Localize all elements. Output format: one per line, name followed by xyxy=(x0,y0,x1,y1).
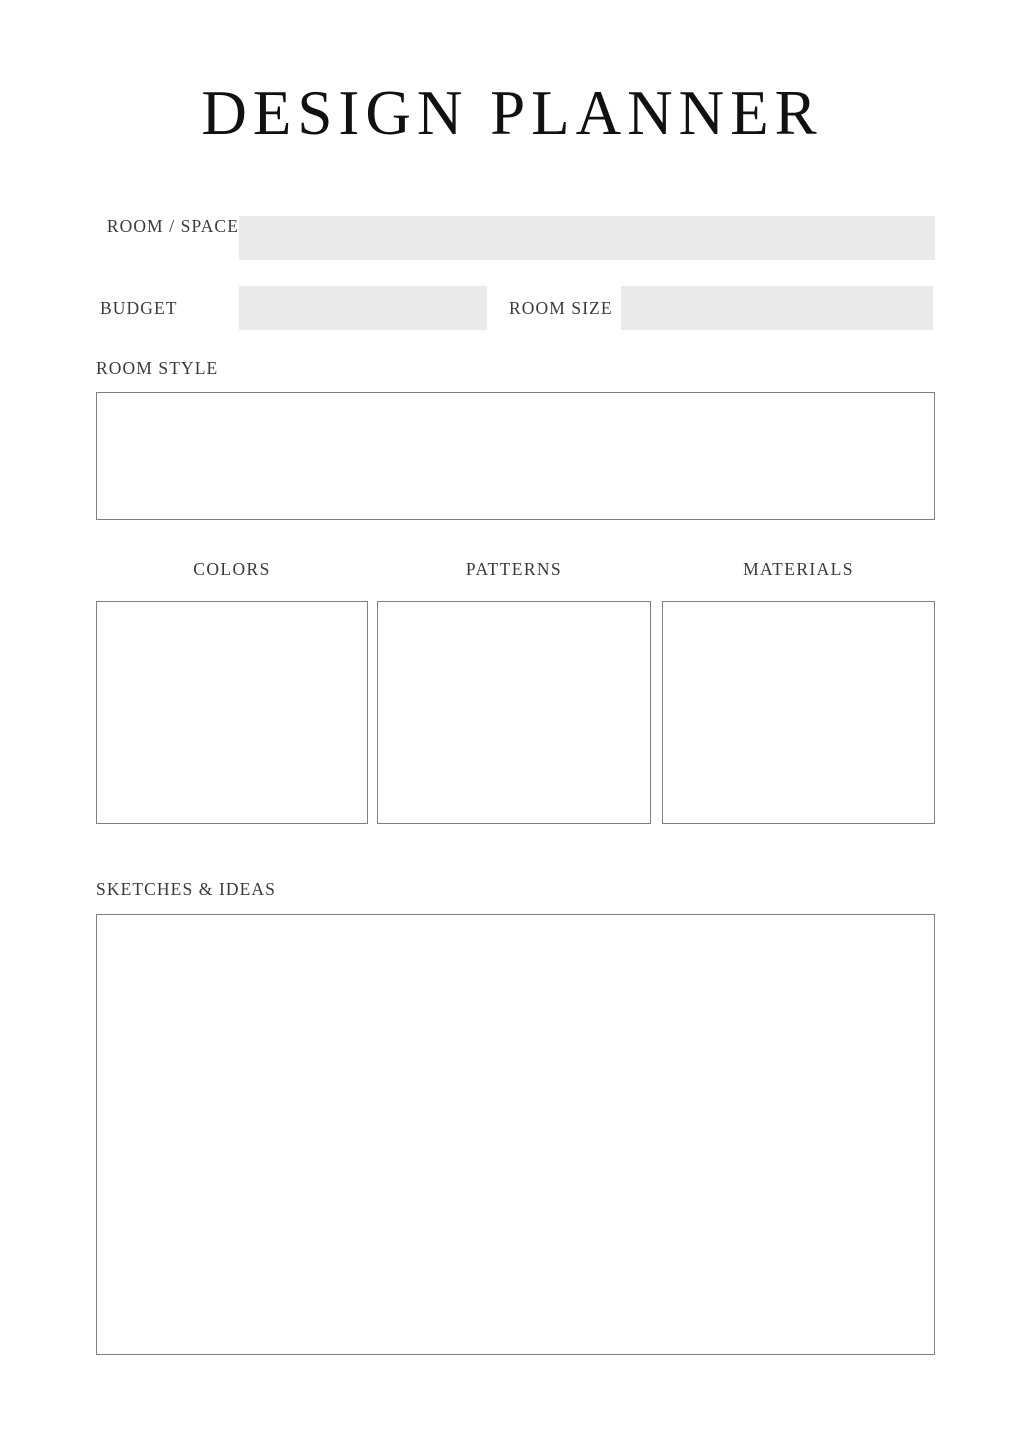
room-size-input[interactable] xyxy=(621,286,933,330)
materials-box[interactable] xyxy=(662,601,935,824)
budget-roomsize-field-row xyxy=(96,286,935,330)
room-style-label: ROOM STYLE xyxy=(96,358,219,378)
column-headers xyxy=(96,559,935,585)
patterns-header: PATTERNS xyxy=(465,559,563,579)
page-title: DESIGN PLANNER xyxy=(201,78,823,148)
budget-label: BUDGET xyxy=(100,298,178,318)
room-space-input[interactable] xyxy=(239,216,935,260)
room-style-textarea[interactable] xyxy=(96,392,935,520)
budget-input[interactable] xyxy=(239,286,487,330)
room-space-label: ROOM / SPACE xyxy=(106,216,239,236)
sketches-ideas-label: SKETCHES & IDEAS xyxy=(96,879,276,899)
patterns-box[interactable] xyxy=(377,601,651,824)
room-size-label: ROOM SIZE xyxy=(509,298,613,318)
colors-header: COLORS xyxy=(193,559,271,579)
materials-header: MATERIALS xyxy=(743,559,854,579)
sketches-ideas-textarea[interactable] xyxy=(96,914,935,1355)
colors-box[interactable] xyxy=(96,601,368,824)
room-space-field-row xyxy=(96,216,935,237)
